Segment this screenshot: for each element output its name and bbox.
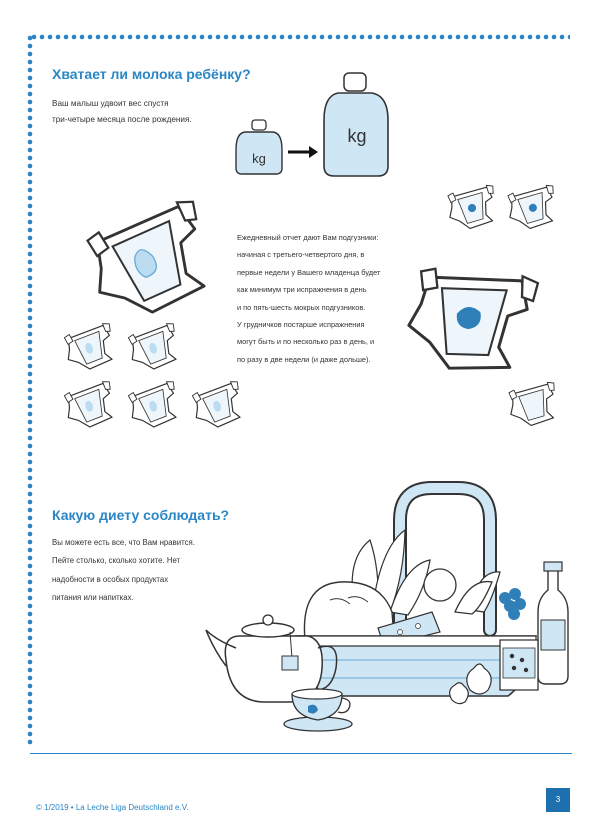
small-diaper-icon (126, 380, 184, 432)
diaper-line: могут быть и по несколько раз в день, и (237, 337, 375, 347)
diet-line: питания или напитках. (52, 593, 134, 603)
small-diaper-icon (507, 381, 561, 428)
diaper-line: У грудничков постарше испражнения (237, 320, 365, 330)
diaper-line: по разу в две недели (и даже дольше). (237, 354, 371, 364)
milk-line: три-четыре месяца после рождения. (52, 115, 192, 124)
small-weight-icon (236, 120, 282, 174)
diet-line: надобности в особых продуктах (52, 574, 169, 584)
diaper-line: первые недели у Вашего младенца будет (237, 267, 381, 277)
footer-divider (30, 753, 572, 754)
diaper-line: начиная с третьего-четвертого дня, в (237, 250, 365, 260)
small-diaper-icon (506, 184, 560, 231)
teacup-illustration (284, 689, 352, 731)
small-diaper-icon (446, 184, 500, 231)
basket-illustration (296, 488, 568, 704)
small-diaper-icon (62, 322, 120, 374)
large-diaper-icon (81, 198, 222, 326)
diaper-line: и по пять-шесть мокрых подгузников. (237, 302, 366, 312)
diaper-line: Ежедневный отчет дают Вам подгузники: (237, 233, 379, 242)
milk-line: Ваш малыш удвоит вес спустя (52, 99, 169, 108)
diaper-line: как минимум три испражнения в день (237, 285, 367, 295)
large-weight-label: kg (347, 126, 367, 146)
footer-copyright: © 1/2019 • La Leche Liga Deutschland e.V. (36, 803, 189, 812)
section-title-milk: Хватает ли молока ребёнку? (52, 66, 251, 82)
page-number: 3 (546, 788, 570, 812)
small-diaper-icon (190, 380, 248, 432)
large-weight-icon (324, 73, 388, 176)
diet-line: Вы можете есть все, что Вам нравится. (52, 538, 195, 547)
small-diaper-icon (126, 322, 184, 374)
diet-line: Пейте столько, сколько хотите. Нет (52, 556, 181, 566)
section-title-diet: Какую диету соблюдать? (52, 507, 230, 523)
arrow-icon (288, 146, 318, 158)
large-diaper-icon (404, 262, 539, 379)
small-weight-label: kg (252, 151, 266, 166)
small-diaper-icon (62, 380, 120, 432)
